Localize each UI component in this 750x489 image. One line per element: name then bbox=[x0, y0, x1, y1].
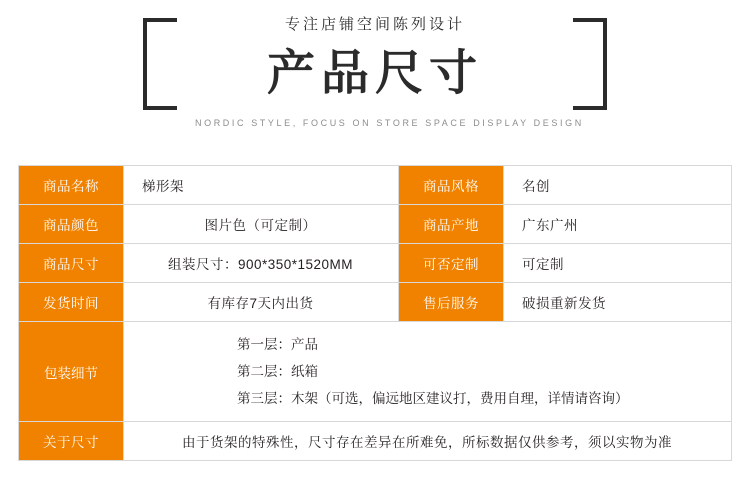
row-value-product-style: 名创 bbox=[504, 166, 732, 205]
packaging-line: 第二层：纸箱 bbox=[237, 364, 318, 379]
spec-table-wrapper bbox=[0, 165, 750, 461]
header-inner bbox=[195, 14, 584, 128]
page-header bbox=[0, 0, 750, 165]
row-label-ship-time: 发货时间 bbox=[19, 283, 124, 322]
row-label-size-note: 关于尺寸 bbox=[19, 422, 124, 461]
row-value-product-name: 梯形架 bbox=[124, 166, 399, 205]
table-row-packaging bbox=[19, 322, 732, 422]
row-value-customizable: 可定制 bbox=[504, 244, 732, 283]
row-value-size-note: 由于货架的特殊性，尺寸存在差异在所难免，所标数据仅供参考，须以实物为准 bbox=[124, 422, 732, 461]
table-row bbox=[19, 283, 732, 322]
bracket-right-decoration bbox=[573, 18, 607, 110]
page-title: 产品尺寸 bbox=[266, 47, 483, 100]
table-row-size-note bbox=[19, 422, 732, 461]
row-label-product-origin: 商品产地 bbox=[399, 205, 504, 244]
packaging-line: 第三层：木架（可选，偏远地区建议打，费用自理，详情请咨询） bbox=[237, 391, 629, 406]
table-row bbox=[19, 244, 732, 283]
bracket-left-decoration bbox=[143, 18, 177, 110]
table-row bbox=[19, 205, 732, 244]
row-value-product-size: 组装尺寸：900*350*1520MM bbox=[124, 244, 399, 283]
row-value-product-origin: 广东广州 bbox=[504, 205, 732, 244]
row-value-packaging bbox=[124, 322, 732, 422]
row-label-packaging: 包装细节 bbox=[19, 322, 124, 422]
row-label-after-sales: 售后服务 bbox=[399, 283, 504, 322]
row-label-product-color: 商品颜色 bbox=[19, 205, 124, 244]
table-row bbox=[19, 166, 732, 205]
row-label-customizable: 可否定制 bbox=[399, 244, 504, 283]
row-value-ship-time: 有库存7天内出货 bbox=[124, 283, 399, 322]
header-subtitle-top: 专注店铺空间陈列设计 bbox=[284, 16, 465, 33]
row-label-product-style: 商品风格 bbox=[399, 166, 504, 205]
row-label-product-size: 商品尺寸 bbox=[19, 244, 124, 283]
row-value-product-color: 图片色（可定制） bbox=[124, 205, 399, 244]
header-subtitle-bottom: NORDIC STYLE, FOCUS ON STORE SPACE DISPLAY DESIGN bbox=[195, 118, 584, 128]
packaging-line: 第一层：产品 bbox=[237, 337, 318, 352]
row-value-after-sales: 破损重新发货 bbox=[504, 283, 732, 322]
row-label-product-name: 商品名称 bbox=[19, 166, 124, 205]
product-spec-table bbox=[18, 165, 732, 461]
